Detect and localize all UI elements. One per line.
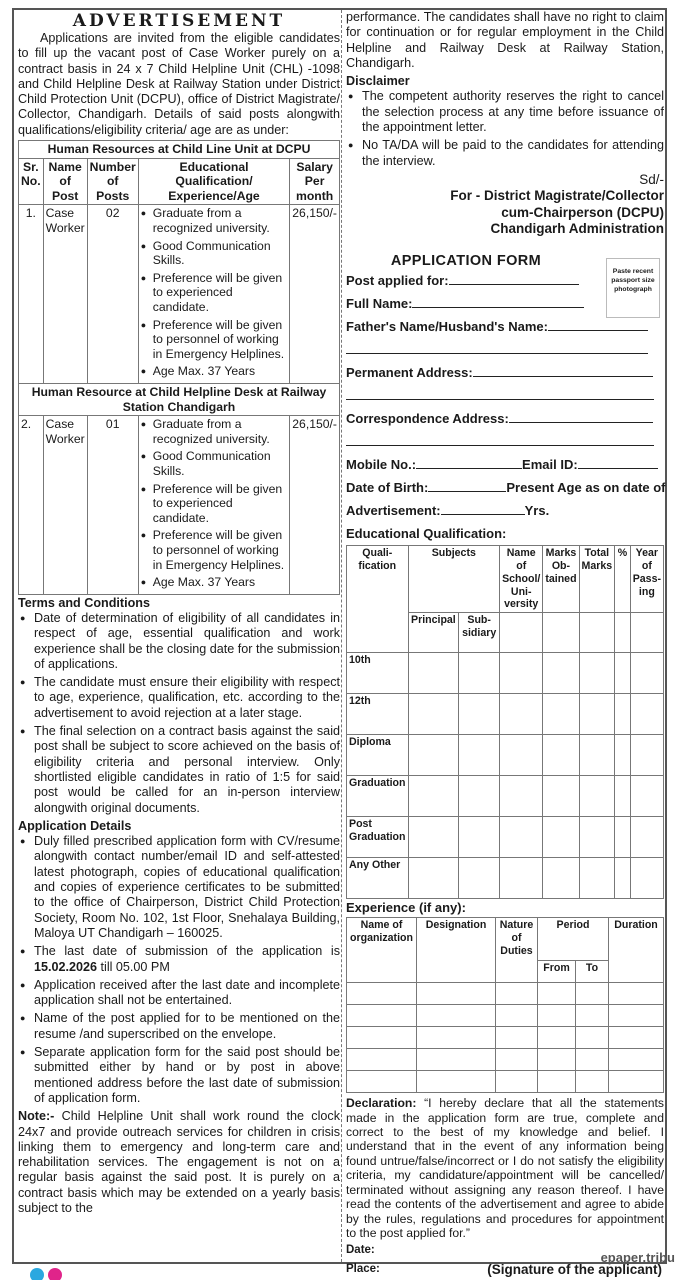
declaration-text: “I hereby declare that all the statements made in the application form are true, complete and correct to the best of my knowledge and belief. I understand that in the event of any information being found untrue/false/incorrect or I do not satisfy the eligibility criteria, my candidature/appointment will be cancelled/ terminated without assigning any reason thereof. I have read the contents of the advertisement and agree to abide by the rules, regulations and procedures for appointment to the post applied for.” <box>346 1096 664 1240</box>
age-field[interactable] <box>346 499 664 522</box>
table-cell[interactable] <box>543 735 579 776</box>
authority-line3: Chandigarh Administration <box>490 221 664 237</box>
list-item: ● No TA/DA will be paid to the candidates for attending the interview. <box>346 138 664 169</box>
education-table <box>346 545 664 899</box>
table-row <box>347 1049 664 1071</box>
table-cell[interactable] <box>538 1049 576 1071</box>
application-details-list <box>18 834 340 1106</box>
row-label: 12th <box>347 694 409 735</box>
posts-table <box>18 140 340 595</box>
table-cell[interactable] <box>579 653 615 694</box>
cyan-mark-icon <box>30 1268 44 1280</box>
table-cell[interactable] <box>576 983 609 1005</box>
place-label: Place: <box>346 1263 380 1276</box>
table-cell[interactable] <box>500 653 543 694</box>
table-cell[interactable] <box>417 1005 496 1027</box>
table-cell[interactable] <box>408 817 459 858</box>
table-cell[interactable] <box>630 858 663 899</box>
blank-line[interactable] <box>346 388 654 400</box>
experience-table <box>346 917 664 1093</box>
table-cell[interactable] <box>459 858 500 899</box>
table-row <box>347 1071 664 1093</box>
table-row <box>347 1005 664 1027</box>
application-details-heading: Application Details <box>18 818 132 833</box>
list-item: ● Good Communication Skills. <box>141 449 288 478</box>
table-cell[interactable] <box>459 735 500 776</box>
field-label: Mobile No.: <box>346 457 417 473</box>
field-label: Full Name: <box>346 296 413 312</box>
table-cell[interactable] <box>579 735 615 776</box>
blank-line[interactable] <box>509 411 653 423</box>
list-item: ● Graduate from a recognized university. <box>141 206 288 235</box>
header-subjects: Subjects <box>408 546 500 613</box>
header-from: From <box>538 961 576 983</box>
dob-blank[interactable] <box>428 480 506 492</box>
table-cell[interactable] <box>609 1071 664 1093</box>
field-label: Permanent Address: <box>346 365 473 381</box>
row1-qualifications <box>138 205 290 384</box>
authority-line2: cum-Chairperson (DCPU) <box>501 204 664 220</box>
table-cell[interactable] <box>500 776 543 817</box>
experience-heading: Experience (if any): <box>346 900 466 916</box>
header-subsidiary: Sub-sidiary <box>459 613 500 653</box>
table-row <box>19 205 340 384</box>
note-paragraph <box>18 1109 340 1216</box>
table-cell[interactable] <box>579 858 615 899</box>
header-sr-no: Sr. No. <box>19 158 44 205</box>
table-cell[interactable] <box>630 694 663 735</box>
row1-sr: 1. <box>19 205 44 384</box>
table-cell[interactable] <box>417 1027 496 1049</box>
table-cell[interactable] <box>543 613 579 653</box>
last-date: 15.02.2026 <box>34 959 98 974</box>
application-form-title: APPLICATION FORM <box>390 252 542 269</box>
email-blank[interactable] <box>578 457 658 469</box>
section1-title: Human Resources at Child Line Unit at DCPU <box>19 141 340 159</box>
correspondence-address-continuation[interactable] <box>346 430 664 453</box>
table-cell[interactable] <box>609 1005 664 1027</box>
table-row <box>347 983 664 1005</box>
header-year-passing: Year of Pass-ing <box>630 546 663 613</box>
intro-paragraph: Applications are invited from the eligible candidates to fill up the vacant post of Case Worker purely on a contract basis in 24 x 7 Child Helpline Unit (CHL) -1098 and Child Helpline Desk at Railway Station under District Child Protection Unit (DCPU), office of District Magistrate/ Collector, Chandigarh. Details of said posts alongwith qualifications/eligibility criteria/ age are as under: <box>18 31 340 137</box>
table-cell[interactable] <box>576 1005 609 1027</box>
list-item: ● The candidate must ensure their eligibility with respect to age, experience, qualification, etc. according to the advertisement to avoid rejection at a later stage. <box>18 675 340 721</box>
table-cell[interactable] <box>347 1049 417 1071</box>
table-cell[interactable] <box>496 1049 538 1071</box>
field-label: Email ID: <box>522 457 578 473</box>
table-cell[interactable] <box>579 613 615 653</box>
table-cell[interactable] <box>579 776 615 817</box>
table-cell[interactable] <box>408 694 459 735</box>
table-cell[interactable] <box>543 817 579 858</box>
table-row <box>347 694 664 735</box>
header-percent: % <box>615 546 631 613</box>
table-cell[interactable] <box>496 1071 538 1093</box>
list-item: ● Duly filled prescribed application form with CV/resume alongwith contact number/email ID and self-attested latest photograph, copies of educational qualification and copies of experience certificates to be submitted to the office of Chairperson, District Child Protection Society, Room No. 102, 1st Floor, Snehalaya Building, Maloya UT Chandigarh – 160025. <box>18 834 340 941</box>
table-cell[interactable] <box>609 1049 664 1071</box>
table-cell[interactable] <box>538 1005 576 1027</box>
list-item: ● Age Max. 37 Years <box>141 364 288 379</box>
table-cell[interactable] <box>500 735 543 776</box>
advertisement-frame <box>12 8 675 1278</box>
header-marks-obtained: Marks Ob-tained <box>543 546 579 613</box>
field-label: Post applied for: <box>346 273 449 289</box>
table-row <box>347 817 664 858</box>
table-cell[interactable] <box>579 694 615 735</box>
table-cell[interactable] <box>408 653 459 694</box>
table-cell[interactable] <box>408 735 459 776</box>
declaration-paragraph <box>346 1096 664 1240</box>
list-item: ● Separate application form for the said post should be submitted either by hand or by post in above mentioned address before the last date of submission of application form. <box>18 1045 340 1106</box>
correspondence-address-field[interactable] <box>346 407 664 430</box>
table-row <box>347 776 664 817</box>
age-blank[interactable] <box>441 503 525 515</box>
table-cell[interactable] <box>408 858 459 899</box>
table-cell[interactable] <box>496 983 538 1005</box>
permanent-address-field[interactable] <box>346 361 664 384</box>
table-cell[interactable] <box>609 983 664 1005</box>
field-label: Advertisement: <box>346 503 441 519</box>
table-cell[interactable] <box>417 1049 496 1071</box>
list-item: ● Age Max. 37 Years <box>141 575 288 590</box>
table-cell[interactable] <box>615 776 631 817</box>
table-cell[interactable] <box>543 694 579 735</box>
blank-line[interactable] <box>412 296 584 308</box>
list-item: ● Preference will be given to personnel of working in Emergency Helplines. <box>141 318 288 362</box>
blank-line[interactable] <box>473 365 653 377</box>
table-cell[interactable] <box>496 1005 538 1027</box>
field-label: Correspondence Address: <box>346 411 509 427</box>
table-cell[interactable] <box>417 1071 496 1093</box>
table-cell[interactable] <box>500 858 543 899</box>
list-item: ● Name of the post applied for to be mentioned on the resume /and superscribed on the envelope. <box>18 1011 340 1042</box>
last-date-time: till 05.00 PM <box>97 959 170 974</box>
table-cell[interactable] <box>576 1049 609 1071</box>
mobile-blank[interactable] <box>416 457 522 469</box>
field-label: Yrs. <box>524 503 550 519</box>
list-item: ● Good Communication Skills. <box>141 239 288 268</box>
watermark: epaper.tribu <box>600 1250 675 1265</box>
table-cell[interactable] <box>543 776 579 817</box>
column-divider <box>341 10 342 1262</box>
header-organization: Name of organization <box>347 918 417 983</box>
table-cell[interactable] <box>579 817 615 858</box>
list-item <box>18 944 340 975</box>
row-label: 10th <box>347 653 409 694</box>
table-cell[interactable] <box>630 817 663 858</box>
table-cell[interactable] <box>347 983 417 1005</box>
row-label: Diploma <box>347 735 409 776</box>
sd-text: Sd/- <box>639 171 664 187</box>
table-cell[interactable] <box>543 858 579 899</box>
declaration-label: Declaration: <box>346 1096 417 1111</box>
table-cell[interactable] <box>615 817 631 858</box>
note-label: Note:- <box>18 1109 55 1124</box>
header-period: Period <box>538 918 609 961</box>
list-item: ● Graduate from a recognized university. <box>141 417 288 446</box>
last-date-text: The last date of submission of the application is <box>34 944 340 959</box>
blank-line[interactable] <box>548 319 648 331</box>
dob-field[interactable] <box>346 476 664 499</box>
date-field[interactable]: Date: <box>346 1244 375 1257</box>
authority-signature <box>346 172 664 238</box>
note-text: Child Helpline Unit shall work round the clock 24x7 and provide outreach services for children in crisis linking them to emergency and long-term care and rehabilitation services. The engagement is not on a regular basis against the said post. It is purely on a contract basis which may be extended on a yearly basis subject to the <box>18 1109 340 1215</box>
header-duration: Duration <box>609 918 664 983</box>
header-qualification: Quali-fication <box>347 546 409 653</box>
table-cell[interactable] <box>538 983 576 1005</box>
table-cell[interactable] <box>538 1027 576 1049</box>
table-cell[interactable] <box>538 1071 576 1093</box>
disclaimer-heading: Disclaimer <box>346 74 410 89</box>
table-cell[interactable] <box>347 1071 417 1093</box>
applicant-signature-label: (Signature of the applicant) <box>487 1262 662 1278</box>
table-row <box>19 416 340 595</box>
header-total-marks: Total Marks <box>579 546 615 613</box>
header-number-of-posts: Number of Posts <box>87 158 138 205</box>
table-cell[interactable] <box>630 735 663 776</box>
section2-title: Human Resource at Child Helpline Desk at Railway Station Chandigarh <box>19 383 340 415</box>
header-to: To <box>576 961 609 983</box>
table-row <box>347 858 664 899</box>
table-cell[interactable] <box>576 1027 609 1049</box>
row1-salary: 26,150/- <box>290 205 340 384</box>
list-item: ● Application received after the last date and incomplete application shall not be entertained. <box>18 978 340 1009</box>
table-cell[interactable] <box>615 858 631 899</box>
table-cell[interactable] <box>347 1027 417 1049</box>
table-cell[interactable] <box>543 653 579 694</box>
list-item: ● Date of determination of eligibility of all candidates in respect of age, essential qualification and work experience shall be the closing date for the submission of applications. <box>18 611 340 672</box>
row1-post: Case Worker <box>43 205 87 384</box>
mobile-email-field[interactable] <box>346 453 664 476</box>
list-item: ● Preference will be given to experienced candidate. <box>141 271 288 315</box>
header-salary: Salary Per month <box>290 158 340 205</box>
row2-qualifications <box>138 416 290 595</box>
disclaimer-list <box>346 89 664 168</box>
advertisement-title: ADVERTISEMENT <box>72 11 286 31</box>
terms-heading: Terms and Conditions <box>18 595 151 610</box>
table-cell[interactable] <box>408 776 459 817</box>
blank-line[interactable] <box>346 342 648 354</box>
row-label: Post Graduation <box>347 817 409 858</box>
row2-count: 01 <box>87 416 138 595</box>
table-cell[interactable] <box>500 694 543 735</box>
table-cell[interactable] <box>615 735 631 776</box>
table-cell[interactable] <box>576 1071 609 1093</box>
row1-count: 02 <box>87 205 138 384</box>
father-name-field[interactable] <box>346 315 664 338</box>
table-cell[interactable] <box>615 653 631 694</box>
authority-line1: For - District Magistrate/Collector <box>450 188 664 204</box>
table-cell[interactable] <box>609 1027 664 1049</box>
table-cell[interactable] <box>417 983 496 1005</box>
field-label: Present Age as on date of <box>506 480 666 496</box>
header-designation: Designation <box>417 918 496 983</box>
table-cell[interactable] <box>615 613 631 653</box>
field-label: Date of Birth: <box>346 480 429 496</box>
table-cell[interactable] <box>459 653 500 694</box>
printer-color-marks <box>30 1268 62 1280</box>
header-name-of-post: Name of Post <box>43 158 87 205</box>
left-column <box>18 10 340 1262</box>
table-row <box>347 1027 664 1049</box>
row2-sr: 2. <box>19 416 44 595</box>
right-column <box>346 10 666 1278</box>
list-item: ● The competent authority reserves the right to cancel the selection process at any time before issuance of the appointment letter. <box>346 89 664 135</box>
header-qualification: Educational Qualification/ Experience/Age <box>138 158 290 205</box>
table-cell[interactable] <box>615 694 631 735</box>
header-school: Name of School/ Uni-versity <box>500 546 543 613</box>
table-row <box>347 653 664 694</box>
list-item: ● Preference will be given to experienced candidate. <box>141 482 288 526</box>
terms-list <box>18 611 340 816</box>
table-cell[interactable] <box>459 817 500 858</box>
table-cell[interactable] <box>459 694 500 735</box>
row2-post: Case Worker <box>43 416 87 595</box>
table-row <box>347 735 664 776</box>
table-cell[interactable] <box>459 776 500 817</box>
table-cell[interactable] <box>630 613 663 653</box>
header-nature-duties: Nature of Duties <box>496 918 538 983</box>
table-cell[interactable] <box>500 613 543 653</box>
list-item: ● Preference will be given to personnel of working in Emergency Helplines. <box>141 528 288 572</box>
permanent-address-continuation[interactable] <box>346 384 664 407</box>
row-label: Graduation <box>347 776 409 817</box>
table-cell[interactable] <box>347 1005 417 1027</box>
photo-box: Paste recent passport size photograph <box>606 258 660 318</box>
row-label: Any Other <box>347 858 409 899</box>
blank-line[interactable] <box>346 434 654 446</box>
table-cell[interactable] <box>500 817 543 858</box>
note-continued: performance. The candidates shall have no right to claim for continuation or for regular employment in the Child Helpline and Railway Desk at Railway Station, Chandigarh. <box>346 10 664 70</box>
table-cell[interactable] <box>630 653 663 694</box>
list-item: ● The final selection on a contract basis against the said post shall be subject to score achieved on the basis of eligibility criteria and personal interview. Only shortlisted eligible candidates in ratio of 1:5 for said post would be called for an in-person interview alongwith original documents. <box>18 724 340 816</box>
education-heading: Educational Qualification: <box>346 526 507 542</box>
table-cell[interactable] <box>496 1027 538 1049</box>
field-label: Father's Name/Husband's Name: <box>346 319 548 335</box>
blank-line[interactable] <box>449 273 579 285</box>
row2-salary: 26,150/- <box>290 416 340 595</box>
header-principal: Principal <box>408 613 459 653</box>
table-cell[interactable] <box>630 776 663 817</box>
father-name-continuation[interactable] <box>346 338 664 361</box>
magenta-mark-icon <box>48 1268 62 1280</box>
